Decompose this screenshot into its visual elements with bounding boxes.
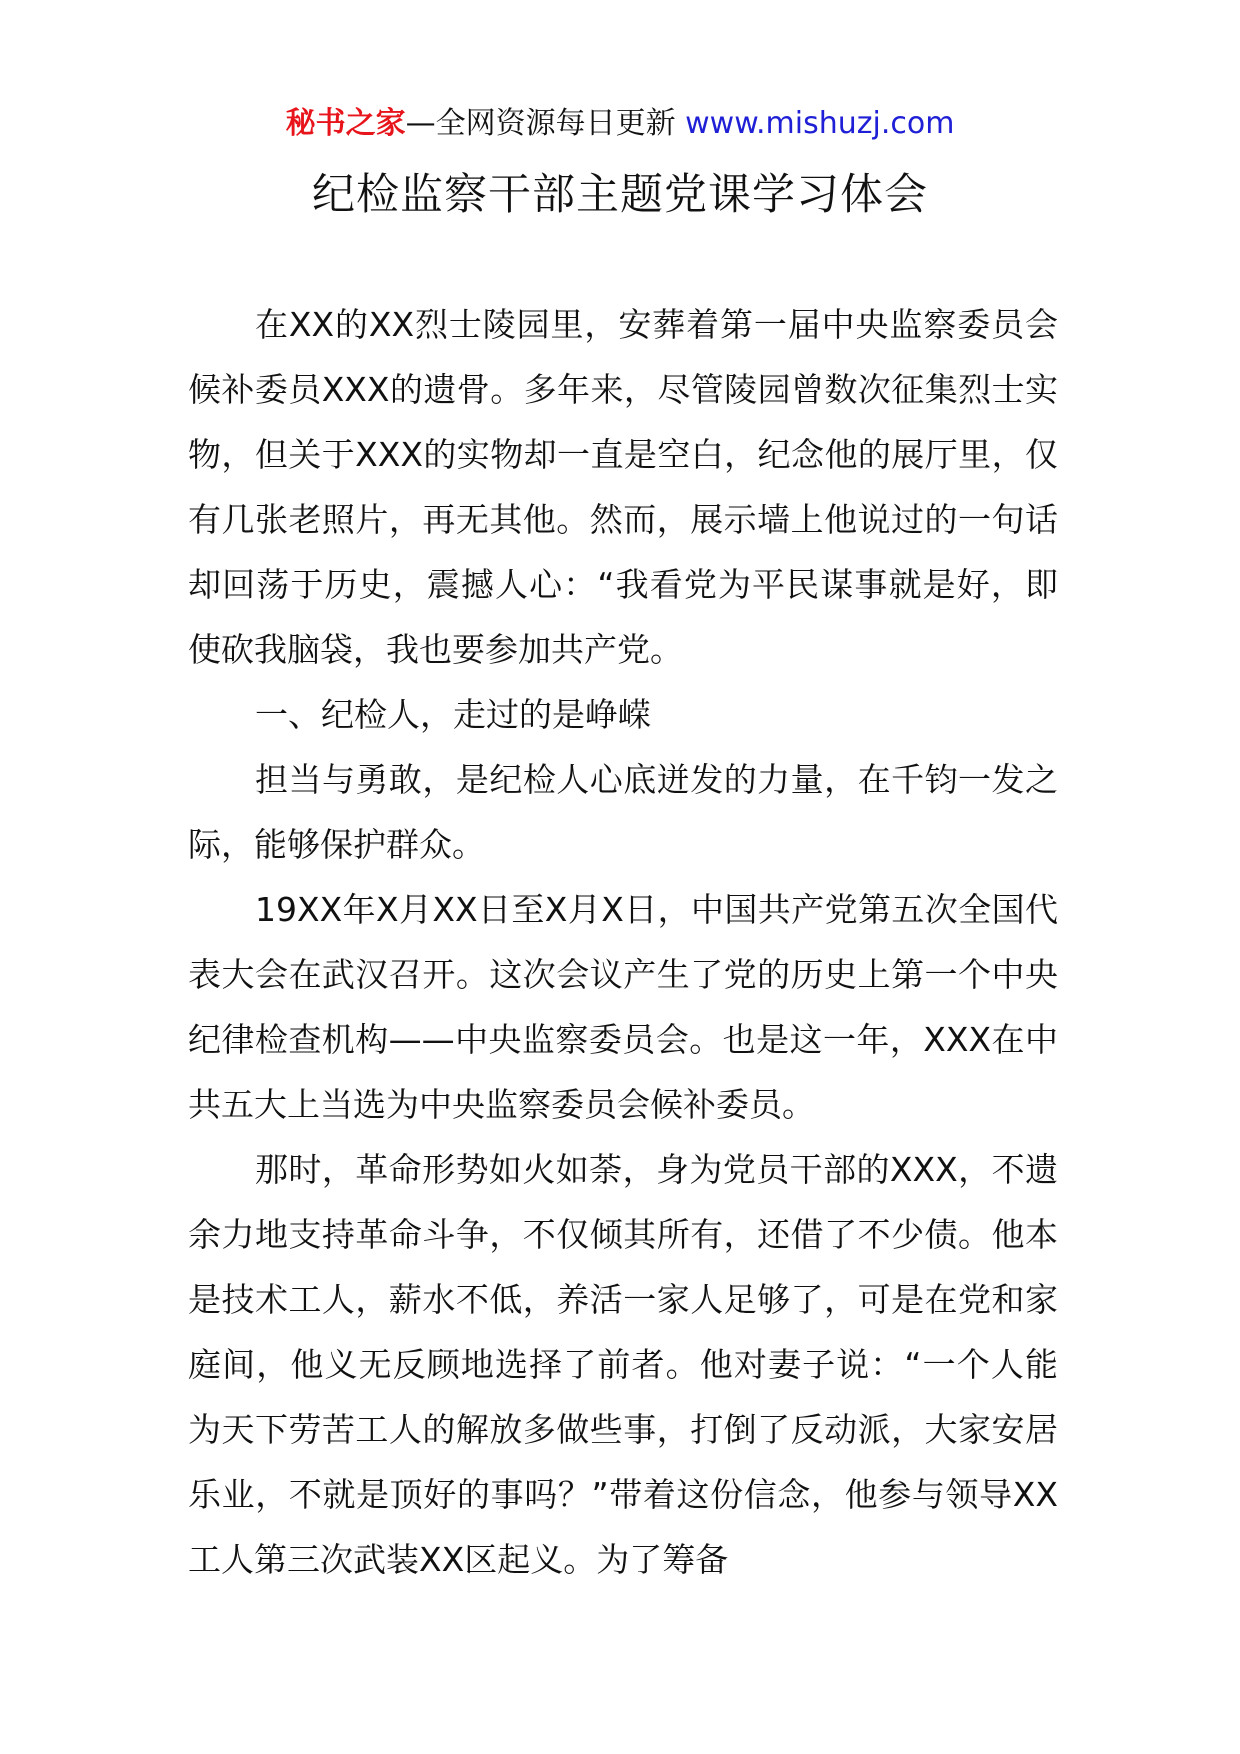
- brand-name: 秘书之家: [285, 106, 406, 141]
- site-url-link[interactable]: www.mishuzj.com: [685, 106, 955, 141]
- section-heading: 一、纪检人，走过的是峥嵘: [255, 695, 651, 734]
- paragraph: 担当与勇敢，是纪检人心底迸发的力量，在千钧一发之际，能够保护群众。: [188, 760, 1058, 864]
- document-body: [188, 292, 1058, 1592]
- paragraph: 那时，革命形势如火如荼，身为党员干部的XXX，不遗余力地支持革命斗争，不仅倾其所有，还借了不少债。他本是技术工人，薪水不低，养活一家人足够了，可是在党和家庭间，他义无反顾地选择了前者。他对妻子说：“一个人能为天下劳苦工人的解放多做些事，打倒了反动派，大家安居乐业，不就是顶好的事吗？”带着这份信念，他参与领导XX工人第三次武装XX区起义。为了筹备: [188, 1150, 1058, 1579]
- document-title: 纪检监察干部主题党课学习体会: [312, 170, 928, 220]
- paragraph-intro: 在XX的XX烈士陵园里，安葬着第一届中央监察委员会候补委员XXX的遗骨。多年来，尽管陵园曾数次征集烈士实物，但关于XXX的实物却一直是空白，纪念他的展厅里，仅有几张老照片，再无其他。然而，展示墙上他说过的一句话却回荡于历史，震撼人心：“我看党为平民谋事就是好，即使砍我脑袋，我也要参加共产党。: [188, 305, 1058, 669]
- paragraph: 19XX年X月XX日至X月X日，中国共产党第五次全国代表大会在武汉召开。这次会议产生了党的历史上第一个中央纪律检查机构——中央监察委员会。也是这一年，XXX在中共五大上当选为中央监察委员会候补委员。: [188, 890, 1058, 1124]
- site-header: [0, 104, 1240, 144]
- header-tagline: —全网资源每日更新: [405, 106, 676, 141]
